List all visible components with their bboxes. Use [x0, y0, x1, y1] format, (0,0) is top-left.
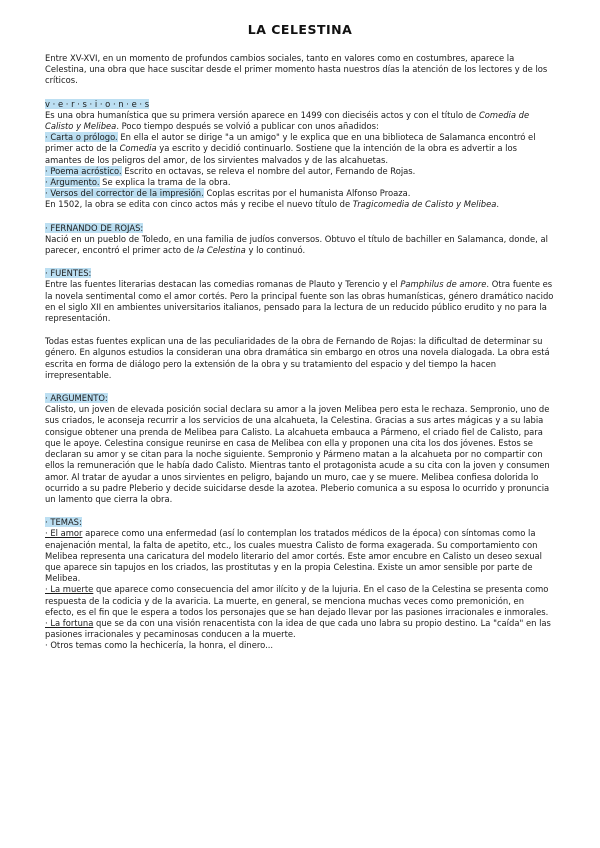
list-item-carta: · Carta o prólogo. En ella el autor se dirige "a un amigo" y le explica que en una biblioteca de Salamanca encontró el primer acto de la Comedia ya escrito y decidió continuarlo. Sostiene que la intención de la obra es advertir a los amantes de los peligros del amor, de los sirvientes malvados y de las alcahuetas.: [45, 132, 536, 165]
section-argumento: [45, 393, 555, 505]
page-title: LA CELESTINA: [247, 22, 353, 37]
label-carta: · Carta o prólogo.: [45, 132, 118, 143]
versiones-paragraph-2: En 1502, la obra se edita con cinco actos más y recibe el nuevo título de Tragicomedia de Calisto y Melibea.: [45, 199, 500, 210]
tema-fortuna: · La fortuna que se da con una visión renacentista con la idea de que cada uno labra su propio destino. La "caída" en las pasiones irracionales y pecaminosas conducen a la muerte.: [45, 617, 551, 640]
section-versiones: [45, 99, 555, 211]
section-heading-temas: · TEMAS:: [45, 517, 82, 528]
section-fernando: [45, 223, 555, 257]
fuentes-paragraph-1: Entre las fuentes literarias destacan las comedias romanas de Plauto y Terencio y el Pamphilus de amore. Otra fuente es la novela sentimental como el amor cortés. Pero la principal fuente son las obras humanísticas, género dramático nacido en el siglo XII en ambientes universitarios italianos, pensado para la lectura de un reducido público erudito y no para la representación.: [45, 279, 554, 324]
argumento-paragraph: Calisto, un joven de elevada posición social declara su amor a la joven Melibea pero esta le rechaza. Sempronio, uno de sus criados, le aconseja recurrir a los servicios de una alcahueta, la Celestina. Gracias a sus artes mágicas y a su labia consigue obtener una prenda de Melibea para Calisto. La alcahueta embauca a Pármeno, el criado fiel de Calisto, para que le apoye. Celestina consigue reunirse en casa de Melibea con ella y proponen una cita los dos jóvenes. Estos se declaran su amor y se citan para la noche siguiente. Sempronio y Pármeno matan a la alcahueta por no compartir con ellos la remuneración que le había dado Calisto. Mientras tanto el protagonista acude a su cita con la joven y consumen amor. Al tratar de ayudar a unos sirvientes en peligro, bajando un muro, cae y se muere. Melibea confiesa dolorida lo ocurrido a su padre Pleberio y decide suicidarse desde la azotea. Pleberio comunica a su esposa lo ocurrido y pronuncia un lamento que cierra la obra.: [45, 404, 550, 504]
label-muerte: · La muerte: [45, 584, 94, 595]
list-item-poema: · Poema acróstico. Escrito en octavas, se releva el nombre del autor, Fernando de Rojas.: [45, 165, 416, 176]
section-heading-argumento: · ARGUMENTO:: [45, 393, 108, 404]
versiones-paragraph-1: Es una obra humanística que su primera versión aparece en 1499 con dieciséis actos y con el título de Comedia de Calisto y Melibea. Poco tiempo después se volvió a publicar con unos añadidos:: [45, 109, 530, 132]
list-item-versos: · Versos del corrector de la impresión. Coplas escritas por el humanista Alfonso Proaza.: [45, 188, 411, 199]
section-fuentes: [45, 268, 555, 381]
label-amor: · El amor: [45, 528, 83, 539]
label-poema: · Poema acróstico.: [45, 165, 122, 176]
fuentes-paragraph-2: Todas estas fuentes explican una de las peculiaridades de la obra de Fernando de Rojas: la dificultad de determinar su género. En algunos estudios la consideran una obra dramática sin embargo en otros una novela dialogada. La obra está escrita en forma de diálogo pero la extensión de la obra y su tratamiento del espacio y del tiempo la hacen irrepresentable.: [45, 336, 550, 380]
label-fortuna: · La fortuna: [45, 617, 94, 628]
label-argumento: · Argumento.: [45, 177, 100, 188]
tema-muerte: · La muerte que aparece como consecuencia del amor ilícito y de la lujuria. En el caso de la Celestina se presenta como respuesta de la codicia y de la avaricia. La muerte, en general, se menciona muchas veces como premonición, en efecto, es el fin que le espera a todos los personajes que se han dejado llevar por las pasiones irracionales e inmorales.: [45, 584, 549, 617]
intro-paragraph: Entre XV-XVI, en un momento de profundos cambios sociales, tanto en valores como en costumbres, aparece la Celestina, una obra que hace suscitar desde el primer momento hasta nuestros días la atención de los lectores y de los críticos.: [45, 53, 548, 86]
label-versos: · Versos del corrector de la impresión.: [45, 188, 204, 199]
list-item-argumento: · Argumento. Se explica la trama de la obra.: [45, 177, 231, 188]
tema-otros: · Otros temas como la hechicería, la honra, el dinero...: [45, 640, 274, 651]
section-heading-fuentes: · FUENTES:: [45, 268, 92, 279]
tema-amor: · El amor aparece como una enfermedad (así lo contemplan los tratados médicos de la época) con síntomas como la enajenación mental, la falta de apetito, etc., los cuales muestra Calisto de forma exagerada. Su comportamiento con Melibea representa una caricatura del modelo literario del amor cortés. Este amor encubre en Calisto un deseo sexual que aparece sin tapujos en los criados, las prostitutas y en la propia Celestina. Existe un amor sensible por parte de Melibea.: [45, 528, 543, 584]
section-temas: [45, 517, 555, 651]
section-heading-versiones: v · e · r · s · i · o · n · e · s: [45, 98, 150, 109]
fernando-paragraph: Nació en un pueblo de Toledo, en una familia de judíos conversos. Obtuvo el título de bachiller en Salamanca, donde, al parecer, encontró el primer acto de la Celestina y lo continuó.: [45, 233, 548, 256]
section-heading-fernando: · FERNANDO DE ROJAS:: [45, 222, 144, 233]
